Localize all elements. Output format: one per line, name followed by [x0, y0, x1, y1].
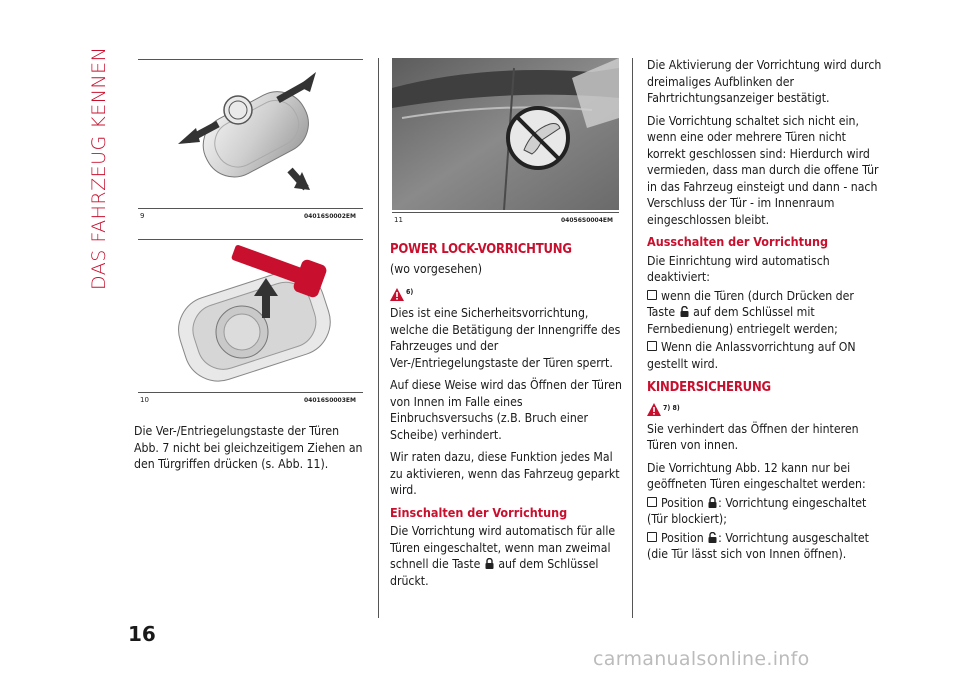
column-1	[134, 423, 366, 479]
figure-10-image	[138, 242, 363, 390]
col3-bullet-4	[647, 530, 883, 563]
warning-triangle-icon	[390, 288, 404, 301]
col3-bullet-1-b: auf dem Schlüssel mit Fernbedienung) entriegelt werden;	[647, 305, 838, 336]
figure-10-rule	[138, 392, 363, 393]
einschalten-heading: Einschalten der Vorrichtung	[390, 504, 568, 520]
col3-bullet-3	[647, 495, 883, 528]
figure-top-rule	[138, 59, 363, 60]
col3-bullet-1	[647, 288, 883, 338]
col3-bullet-3-b: : Vorrichtung eingeschaltet (Tür blockiert);	[647, 495, 867, 526]
column-2	[390, 240, 626, 595]
kindersicherung-heading: KINDERSICHERUNG	[647, 380, 771, 395]
unlock-icon	[708, 532, 717, 543]
column-divider-2	[632, 58, 633, 618]
col2-paragraph-4-a: Die Vorrichtung wird automatisch für alle Türen eingeschaltet, wenn man zweimal schnell die Taste	[390, 524, 616, 571]
page-number: 16	[128, 622, 156, 646]
warning-ref-text: 6)	[406, 288, 414, 296]
figure-11-rule	[392, 212, 619, 213]
col2-paragraph-3: Wir raten dazu, diese Funktion jedes Mal zu aktivieren, wenn das Fahrzeug geparkt wird.	[390, 450, 620, 497]
figure-9-number: 9	[140, 212, 145, 220]
figure-10-number: 10	[140, 396, 149, 404]
lock-icon	[708, 497, 717, 508]
col3-paragraph-2: Die Vorrichtung schaltet sich nicht ein, wenn eine oder mehrere Türen nicht korrekt geschlossen sind: Hierdurch wird vermieden, dass man durch die offene Tür in das Fahrzeug einsteigt und dann - nach Verschluss der Tür - im Innenraum eingeschlossen bleibt.	[647, 113, 879, 227]
column-divider-1	[378, 58, 379, 618]
col3-paragraph-4: Sie verhindert das Öffnen der hinteren Türen von innen.	[647, 421, 859, 452]
bullet-icon	[647, 341, 657, 351]
key-battery-icon	[138, 242, 363, 390]
column-3	[647, 57, 883, 569]
section-title: DAS FAHRZEUG KENNEN	[88, 46, 110, 290]
col3-paragraph-3: Die Einrichtung wird automatisch deaktiviert:	[647, 253, 830, 284]
col2-paragraph-2: Auf diese Weise wird das Öffnen der Türen von Innen im Falle eines Einbruchsversuchs (z.B. Bruch einer Scheibe) verhindert.	[390, 378, 622, 442]
col3-paragraph-5: Die Vorrichtung Abb. 12 kann nur bei geöffneten Türen eingeschaltet werden:	[647, 460, 866, 491]
figure-10-code: 04016S0003EM	[304, 397, 356, 404]
col2-paragraph-4	[390, 523, 626, 589]
ausschalten-heading: Ausschalten der Vorrichtung	[647, 234, 829, 249]
col2-paragraph-1: Dies ist eine Sicherheitsvorrichtung, welche die Betätigung der Innengriffe des Fahrzeuges und der Ver-/Entriegelungstaste der Türen sperrt.	[390, 306, 621, 370]
col3-bullet-4-a: Position	[661, 530, 704, 545]
figure-10-top-rule	[138, 239, 363, 240]
figure-9-rule	[138, 208, 363, 209]
warning-ref-text: 7) 8)	[663, 403, 680, 412]
figure-11-image	[392, 58, 619, 210]
bullet-icon	[647, 532, 657, 542]
col3-bullet-4-b: : Vorrichtung ausgeschaltet (die Tür lässt sich von Innen öffnen).	[647, 530, 869, 561]
figure-11-code: 04056S0004EM	[561, 217, 613, 224]
door-handle-prohibited-icon	[392, 58, 619, 210]
col3-bullet-3-a: Position	[661, 495, 704, 510]
col3-paragraph-1: Die Aktivierung der Vorrichtung wird durch dreimaliges Aufblinken der Fahrtrichtungsanzeiger bestätigt.	[647, 58, 882, 105]
footer-watermark: carmanualsonline.info	[593, 648, 810, 670]
col3-bullet-2-text: Wenn die Anlassvorrichtung auf ON gestellt wird.	[647, 340, 856, 371]
warning-triangle-icon	[647, 403, 661, 416]
figure-9-code: 04016S0002EM	[304, 213, 356, 220]
bullet-icon	[647, 290, 657, 300]
figure-9-image	[138, 62, 363, 206]
col3-bullet-1-a: wenn die Türen (durch Drücken der Taste	[647, 288, 854, 319]
power-lock-subtitle: (wo vorgesehen)	[390, 261, 483, 276]
power-lock-heading: POWER LOCK-VORRICHTUNG	[390, 242, 572, 257]
warning-reference-7-8	[647, 400, 680, 417]
bullet-icon	[647, 497, 657, 507]
col2-paragraph-4-b: auf dem Schlüssel drückt.	[390, 557, 599, 588]
lock-icon	[485, 558, 494, 569]
unlock-icon	[680, 306, 689, 317]
col1-paragraph: Die Ver-/Entriegelungstaste der Türen Abb. 7 nicht bei gleichzeitigem Ziehen an den Türgriffen drücken (s. Abb. 11).	[134, 424, 363, 471]
figure-11-number: 11	[394, 216, 403, 224]
warning-reference-6	[390, 284, 413, 301]
col3-bullet-2	[647, 339, 883, 372]
car-key-icon	[138, 62, 363, 206]
